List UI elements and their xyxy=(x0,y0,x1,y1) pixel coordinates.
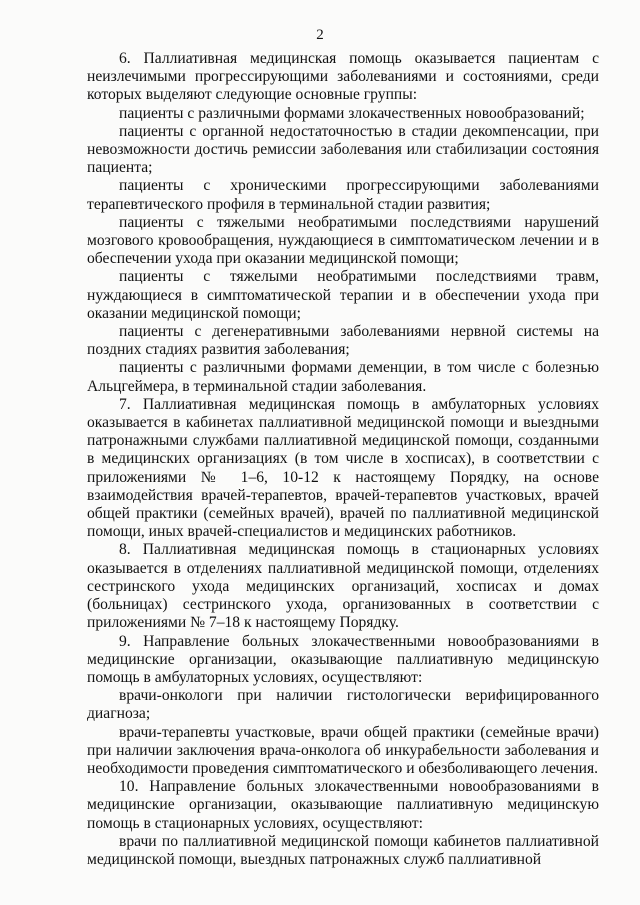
list-item-chronic-therapeutic: пациенты с хроническими прогрессирующими заболеваниями терапевтического профиля в терминальной стадии развития; xyxy=(87,177,599,213)
list-item-trauma: пациенты с тяжелыми необратимыми последствиями травм, нуждающиеся в симптоматической терапии и в обеспечении ухода при оказании медицинской помощи; xyxy=(87,268,599,322)
paragraph-7: 7. Паллиативная медицинская помощь в амбулаторных условиях оказывается в кабинетах паллиативной медицинской помощи и выездными патронажными службами паллиативной медицинской помощи, созданными в медицинских организациях (в том числе в хосписах), в соответствии с приложениями № 1–6, 10-12 к настоящему Порядку, на основе взаимодействия врачей-терапевтов, врачей-терапевтов участковых, врачей общей практики (семейных врачей), врачей по паллиативной медицинской помощи, иных врачей-специалистов и медицинских работников. xyxy=(87,395,599,541)
list-item-oncologists: врачи-онкологи при наличии гистологически верифицированного диагноза; xyxy=(87,687,599,723)
paragraph-6-intro: 6. Паллиативная медицинская помощь оказывается пациентам с неизлечимыми прогрессирующими заболеваниями и состояниями, среди которых выделяют следующие основные группы: xyxy=(87,50,599,104)
document-body xyxy=(87,50,599,869)
paragraph-10: 10. Направление больных злокачественными новообразованиями в медицинские организации, оказывающие паллиативную медицинскую помощь в стационарных условиях, осуществляют: xyxy=(87,778,599,832)
list-item-cerebrovascular: пациенты с тяжелыми необратимыми последствиями нарушений мозгового кровообращения, нуждающиеся в симптоматическом лечении и в обеспечении ухода при оказании медицинской помощи; xyxy=(87,213,599,268)
list-item-palliative-doctors: врачи по паллиативной медицинской помощи кабинетов паллиативной медицинской помощи, выездных патронажных служб паллиативной xyxy=(87,832,599,868)
list-item-oncology: пациенты с различными формами злокачественных новообразований; xyxy=(119,104,585,122)
page-number: 2 xyxy=(316,27,324,43)
paragraph-9: 9. Направление больных злокачественными новообразованиями в медицинские организации, оказывающие паллиативную медицинскую помощь в амбулаторных условиях, осуществляют: xyxy=(87,632,599,686)
list-item-district-therapists: врачи-терапевты участковые, врачи общей практики (семейные врачи) при наличии заключения врача-онколога об инкурабельности заболевания и необходимости проведения симптоматического и обезболивающего лечения. xyxy=(87,723,599,777)
list-item-organ-failure: пациенты с органной недостаточностью в стадии декомпенсации, при невозможности достичь ремиссии заболевания или стабилизации состояния пациента; xyxy=(87,122,599,177)
list-item-neurodegenerative: пациенты с дегенеративными заболеваниями нервной системы на поздних стадиях развития заболевания; xyxy=(87,323,599,359)
paragraph-8: 8. Паллиативная медицинская помощь в стационарных условиях оказывается в отделениях паллиативной медицинской помощи, отделениях сестринского ухода медицинских организаций, хосписах и домах (больницах) сестринского ухода, организованных в соответствии с приложениями № 7–18 к настоящему Порядку. xyxy=(87,541,599,632)
list-item-dementia: пациенты с различными формами деменции, в том числе с болезнью Альцгеймера, в терминальной стадии заболевания. xyxy=(87,359,599,395)
